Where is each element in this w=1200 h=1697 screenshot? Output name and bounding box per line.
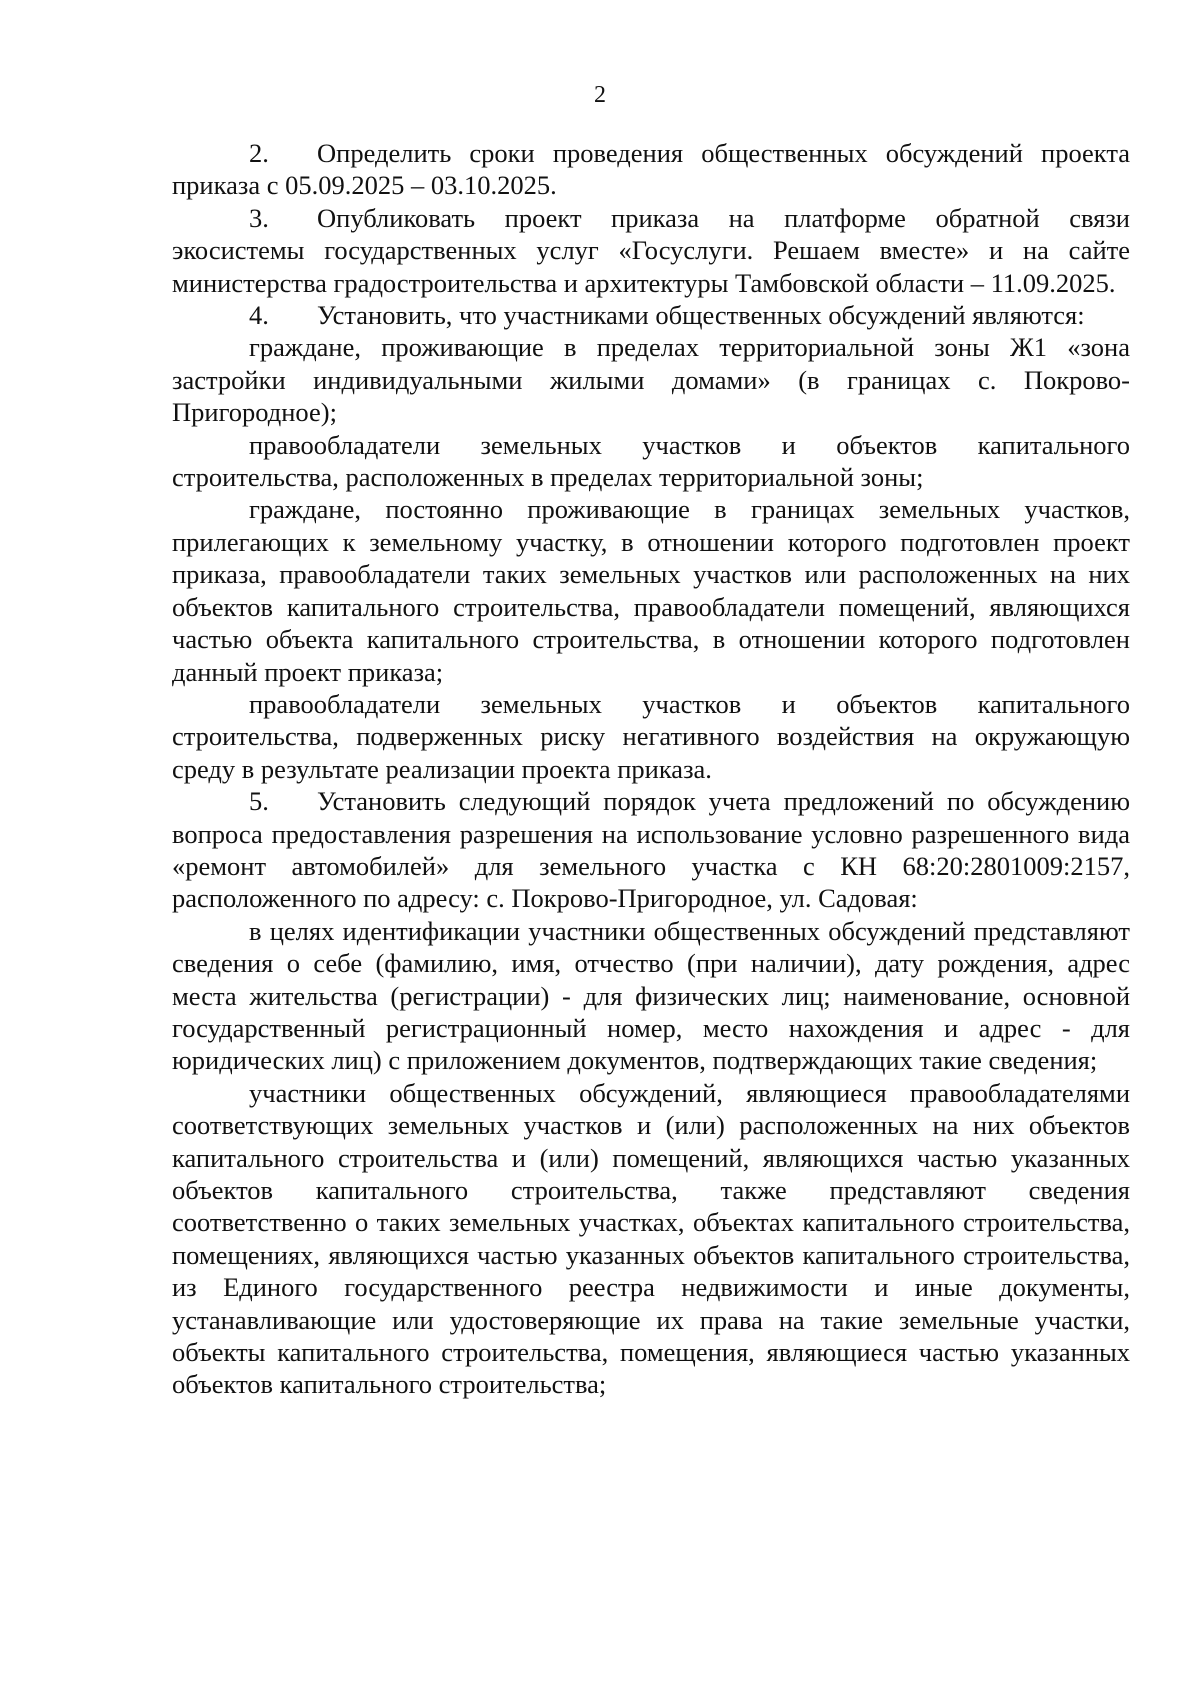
paragraph-residents: граждане, проживающие в пределах территориальной зоны Ж1 «зона застройки индивидуальными жилыми домами» (в границах с. Покрово- Пригородное); bbox=[172, 332, 1130, 428]
paragraph-item-4 bbox=[172, 299, 1130, 331]
paragraph-number: 2. bbox=[249, 138, 269, 168]
paragraph-item-3 bbox=[172, 202, 1130, 299]
document-body bbox=[172, 137, 1130, 1401]
paragraph-number: 3. bbox=[249, 202, 269, 233]
paragraph-risk-rightholders: правообладатели земельных участков и объектов капитального строительства, подверженных риску негативного воздействия на окружающую среду в результате реализации проекта приказа. bbox=[172, 688, 1130, 784]
paragraph-text: Установить следующий порядок учета предложений по обсуждению вопроса предоставления разрешения на использование условно разрешенного вида «ремонт автомобилей» для земельного участка с КН 68:20:2801009:2157, расположенного по адресу: с. Покрово-Пригородное, ул. Садовая: bbox=[172, 786, 1130, 914]
paragraph-text: Опубликовать проект приказа на платформе обратной связи экосистемы государственных услуг «Госуслуги. Решаем вместе» и на сайте министерства градостроительства и архитектуры Тамбовской области – 11.09.2025. bbox=[172, 202, 1130, 298]
paragraph-text: Определить сроки проведения общественных обсуждений проекта приказа с 05.09.2025 – 03.10.2025. bbox=[172, 138, 1130, 201]
paragraph-number: 4. bbox=[249, 300, 269, 331]
paragraph-identification: в целях идентификации участники общественных обсуждений представляют сведения о себе (фамилию, имя, отчество (при наличии), дату рождения, адрес места жительства (регистрации) - для физических лиц; наименование, основной государственный регистрационный номер, место нахождения и адрес - для юридических лиц) с приложением документов, подтверждающих такие сведения; bbox=[172, 915, 1130, 1076]
paragraph-adjacent-residents: граждане, постоянно проживающие в границах земельных участков, прилегающих к земельному участку, в отношении которого подготовлен проект приказа, правообладатели таких земельных участков или расположенных на них объектов капитального строительства, правообладатели помещений, являющихся частью объекта капитального строительства, в отношении которого подготовлен данный проект приказа; bbox=[172, 494, 1130, 687]
paragraph-item-5 bbox=[172, 785, 1130, 915]
page-number: 2 bbox=[594, 82, 606, 108]
paragraph-item-2 bbox=[172, 137, 1130, 202]
paragraph-text: Установить, что участниками общественных обсуждений являются: bbox=[317, 300, 1085, 331]
paragraph-rightholders-zone: правообладатели земельных участков и объектов капитального строительства, расположенных в пределах территориальной зоны; bbox=[172, 429, 1130, 493]
paragraph-number: 5. bbox=[249, 786, 269, 817]
paragraph-participants-rightholders: участники общественных обсуждений, являющиеся правообладателями соответствующих земельных участков и (или) расположенных на них объектов капитального строительства и (или) помещений, являющихся частью указанных объектов капитального строительства, также представляют сведения соответственно о таких земельных участках, объектах капитального строительства, помещениях, являющихся частью указанных объектов капитального строительства, из Единого государственного реестра недвижимости и иные документы, устанавливающие или удостоверяющие их права на такие земельные участки, объекты капитального строительства, помещения, являющиеся частью указанных объектов капитального строительства; bbox=[172, 1077, 1130, 1400]
